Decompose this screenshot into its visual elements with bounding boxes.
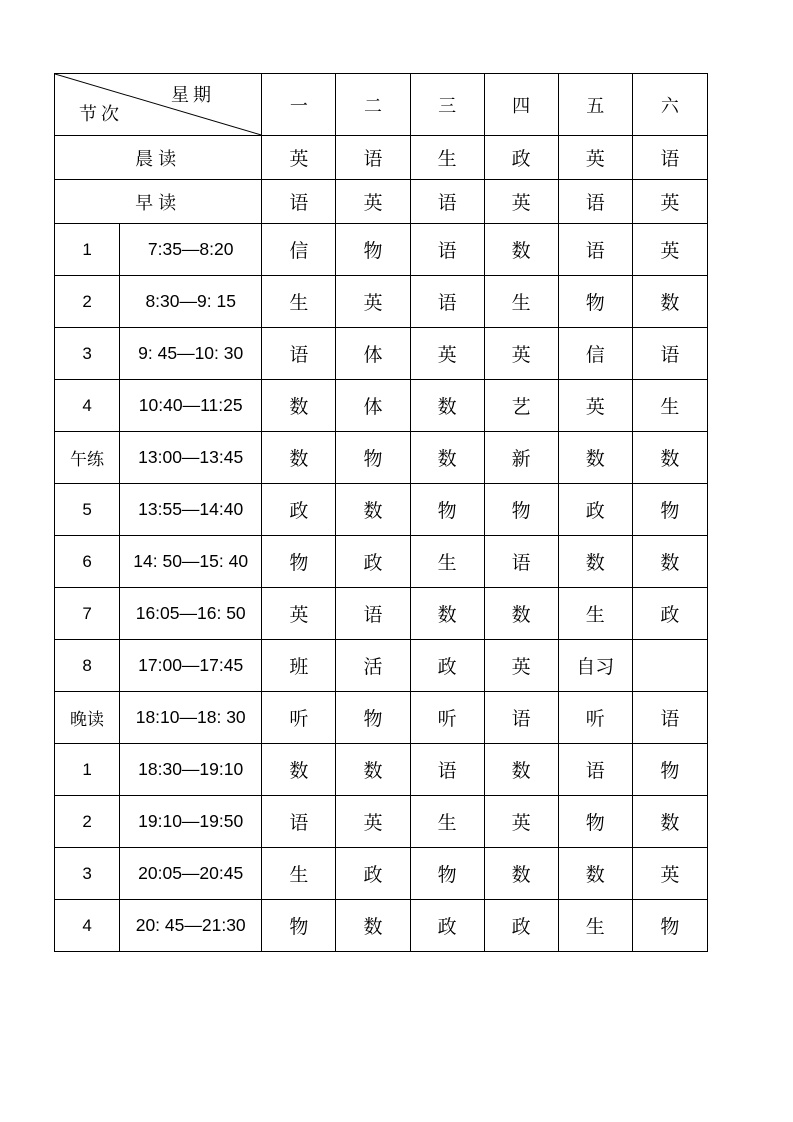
- subject-cell: 语: [632, 136, 707, 180]
- subject-cell: 政: [558, 484, 632, 536]
- subject-cell: 英: [484, 180, 558, 224]
- subject-cell: 语: [410, 276, 484, 328]
- subject-cell: 数: [632, 432, 707, 484]
- table-row: [55, 588, 708, 640]
- period-cell: 4: [55, 380, 120, 432]
- subject-cell: 政: [484, 900, 558, 952]
- subject-cell: 信: [558, 328, 632, 380]
- period-cell: 午练: [55, 432, 120, 484]
- table-row: [55, 640, 708, 692]
- header-row: [55, 74, 708, 136]
- subject-cell: 数: [484, 744, 558, 796]
- period-cell: 5: [55, 484, 120, 536]
- table-row: [55, 328, 708, 380]
- subject-cell: 语: [336, 136, 410, 180]
- subject-cell: 物: [632, 484, 707, 536]
- subject-cell: 政: [632, 588, 707, 640]
- subject-cell: 物: [262, 900, 336, 952]
- subject-cell: 数: [632, 796, 707, 848]
- subject-cell: 英: [558, 136, 632, 180]
- subject-cell: 物: [558, 796, 632, 848]
- subject-cell: 数: [558, 432, 632, 484]
- period-cell: 2: [55, 796, 120, 848]
- subject-cell: 语: [558, 744, 632, 796]
- subject-cell: 英: [632, 180, 707, 224]
- subject-cell: 数: [262, 744, 336, 796]
- subject-cell: 数: [410, 588, 484, 640]
- table-row: [55, 276, 708, 328]
- subject-cell: 数: [336, 744, 410, 796]
- day-header-tue: 二: [336, 74, 410, 136]
- subject-cell: 英: [336, 180, 410, 224]
- reading-label-cell: 晨读: [55, 136, 262, 180]
- period-cell: 2: [55, 276, 120, 328]
- period-cell: 6: [55, 536, 120, 588]
- table-row: [55, 744, 708, 796]
- subject-cell: 政: [336, 848, 410, 900]
- subject-cell: 物: [336, 692, 410, 744]
- subject-cell: 数: [558, 536, 632, 588]
- subject-cell: 活: [336, 640, 410, 692]
- time-cell: 16:05—16: 50: [120, 588, 262, 640]
- day-header-mon: 一: [262, 74, 336, 136]
- subject-cell: 听: [410, 692, 484, 744]
- table-row: [55, 796, 708, 848]
- subject-cell: 物: [336, 432, 410, 484]
- subject-cell: 数: [558, 848, 632, 900]
- subject-cell: 物: [632, 900, 707, 952]
- time-cell: 10:40—11:25: [120, 380, 262, 432]
- subject-cell: 语: [262, 796, 336, 848]
- subject-cell: 信: [262, 224, 336, 276]
- subject-cell: 自习: [558, 640, 632, 692]
- subject-cell: 数: [410, 432, 484, 484]
- subject-cell: 英: [336, 276, 410, 328]
- subject-cell: 语: [336, 588, 410, 640]
- subject-cell: 英: [262, 588, 336, 640]
- reading-label-cell: 早读: [55, 180, 262, 224]
- subject-cell: 数: [632, 276, 707, 328]
- subject-cell: 语: [558, 224, 632, 276]
- subject-cell: 数: [484, 848, 558, 900]
- period-cell: 1: [55, 224, 120, 276]
- subject-cell: 生: [262, 848, 336, 900]
- subject-cell: 生: [262, 276, 336, 328]
- time-cell: 19:10—19:50: [120, 796, 262, 848]
- table-row: [55, 848, 708, 900]
- subject-cell: 数: [262, 432, 336, 484]
- time-cell: 17:00—17:45: [120, 640, 262, 692]
- table-row: [55, 380, 708, 432]
- subject-cell: 数: [262, 380, 336, 432]
- period-cell: 7: [55, 588, 120, 640]
- subject-cell: [632, 640, 707, 692]
- subject-cell: 数: [484, 224, 558, 276]
- table-row: [55, 484, 708, 536]
- subject-cell: 语: [410, 744, 484, 796]
- time-cell: 13:00—13:45: [120, 432, 262, 484]
- header-period-label: 节次: [79, 104, 123, 124]
- subject-cell: 物: [484, 484, 558, 536]
- table-row: [55, 180, 708, 224]
- table-row: [55, 692, 708, 744]
- table-row: [55, 432, 708, 484]
- time-cell: 9: 45—10: 30: [120, 328, 262, 380]
- subject-cell: 数: [336, 484, 410, 536]
- subject-cell: 英: [484, 796, 558, 848]
- subject-cell: 生: [632, 380, 707, 432]
- subject-cell: 班: [262, 640, 336, 692]
- subject-cell: 数: [632, 536, 707, 588]
- subject-cell: 物: [410, 484, 484, 536]
- day-header-fri: 五: [558, 74, 632, 136]
- subject-cell: 政: [262, 484, 336, 536]
- subject-cell: 语: [632, 328, 707, 380]
- table-row: [55, 224, 708, 276]
- subject-cell: 英: [484, 640, 558, 692]
- subject-cell: 物: [336, 224, 410, 276]
- subject-cell: 数: [484, 588, 558, 640]
- subject-cell: 语: [410, 224, 484, 276]
- subject-cell: 艺: [484, 380, 558, 432]
- header-week-label: 星期: [171, 85, 215, 105]
- subject-cell: 政: [484, 136, 558, 180]
- subject-cell: 语: [410, 180, 484, 224]
- subject-cell: 英: [632, 848, 707, 900]
- period-cell: 1: [55, 744, 120, 796]
- subject-cell: 英: [336, 796, 410, 848]
- period-cell: 3: [55, 848, 120, 900]
- subject-cell: 语: [632, 692, 707, 744]
- table-row: [55, 536, 708, 588]
- subject-cell: 生: [410, 536, 484, 588]
- table-row: [55, 900, 708, 952]
- table-row: [55, 136, 708, 180]
- subject-cell: 听: [262, 692, 336, 744]
- header-corner-cell: [55, 74, 262, 136]
- subject-cell: 语: [262, 180, 336, 224]
- time-cell: 13:55—14:40: [120, 484, 262, 536]
- subject-cell: 政: [410, 640, 484, 692]
- subject-cell: 英: [558, 380, 632, 432]
- subject-cell: 数: [336, 900, 410, 952]
- period-cell: 8: [55, 640, 120, 692]
- subject-cell: 英: [262, 136, 336, 180]
- time-cell: 20:05—20:45: [120, 848, 262, 900]
- time-cell: 7:35—8:20: [120, 224, 262, 276]
- subject-cell: 物: [262, 536, 336, 588]
- subject-cell: 生: [410, 136, 484, 180]
- schedule-body: [55, 136, 708, 952]
- subject-cell: 数: [410, 380, 484, 432]
- subject-cell: 物: [632, 744, 707, 796]
- subject-cell: 生: [410, 796, 484, 848]
- time-cell: 20: 45—21:30: [120, 900, 262, 952]
- period-cell: 晚读: [55, 692, 120, 744]
- time-cell: 18:30—19:10: [120, 744, 262, 796]
- subject-cell: 物: [558, 276, 632, 328]
- period-cell: 4: [55, 900, 120, 952]
- subject-cell: 语: [484, 692, 558, 744]
- class-schedule-table: [54, 73, 708, 952]
- subject-cell: 政: [336, 536, 410, 588]
- day-header-sat: 六: [632, 74, 707, 136]
- time-cell: 14: 50—15: 40: [120, 536, 262, 588]
- subject-cell: 体: [336, 328, 410, 380]
- subject-cell: 生: [484, 276, 558, 328]
- period-cell: 3: [55, 328, 120, 380]
- time-cell: 18:10—18: 30: [120, 692, 262, 744]
- day-header-thu: 四: [484, 74, 558, 136]
- subject-cell: 体: [336, 380, 410, 432]
- subject-cell: 语: [484, 536, 558, 588]
- subject-cell: 新: [484, 432, 558, 484]
- day-header-wed: 三: [410, 74, 484, 136]
- subject-cell: 语: [558, 180, 632, 224]
- subject-cell: 政: [410, 900, 484, 952]
- subject-cell: 听: [558, 692, 632, 744]
- subject-cell: 生: [558, 588, 632, 640]
- time-cell: 8:30—9: 15: [120, 276, 262, 328]
- subject-cell: 英: [484, 328, 558, 380]
- subject-cell: 英: [410, 328, 484, 380]
- subject-cell: 物: [410, 848, 484, 900]
- subject-cell: 生: [558, 900, 632, 952]
- subject-cell: 语: [262, 328, 336, 380]
- subject-cell: 英: [632, 224, 707, 276]
